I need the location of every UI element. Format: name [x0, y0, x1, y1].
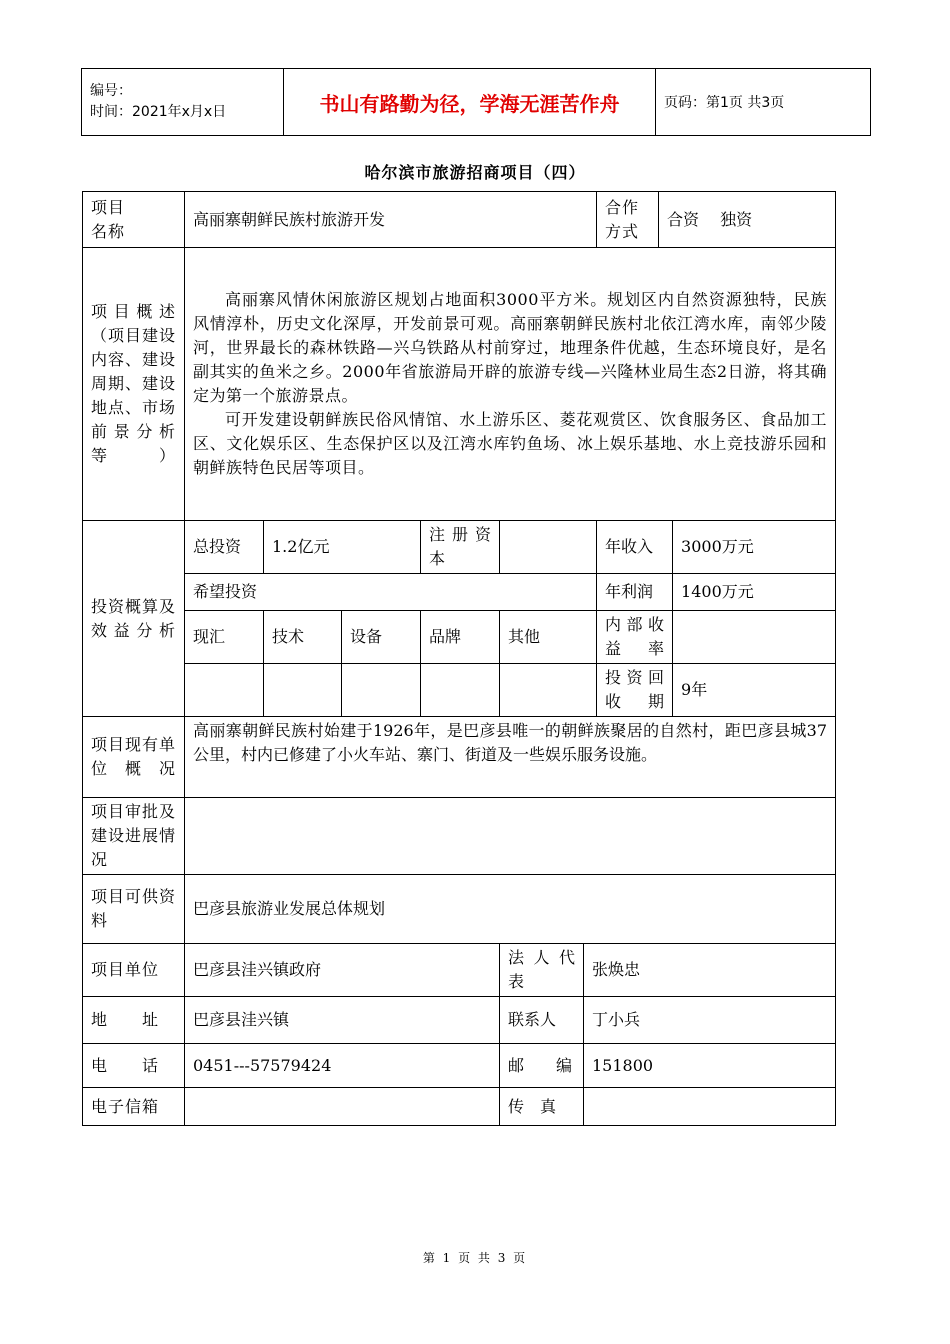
payback-value: 9年: [673, 664, 836, 717]
annual-profit-label: 年利润: [597, 574, 673, 611]
unit-row: [83, 944, 836, 997]
zip-label: 邮 编: [500, 1044, 584, 1088]
irr-value: [673, 611, 836, 664]
investment-row-3: [83, 611, 836, 664]
coop-value: 合资 独资: [659, 192, 836, 248]
blank-cell: [500, 664, 597, 717]
investment-type-other: 其他: [500, 611, 597, 664]
unit-value: 巴彦县洼兴镇政府: [185, 944, 500, 997]
investment-type-tech: 技术: [264, 611, 342, 664]
investment-label: 投资概算及效益分析: [83, 521, 185, 717]
blank-cell: [264, 664, 342, 717]
phone-label: 电 话: [83, 1044, 185, 1088]
contact-label: 联系人: [500, 997, 584, 1044]
blank-cell: [185, 664, 264, 717]
overview-paragraph-1: 高丽寨风情休闲旅游区规划占地面积3000平方米。规划区内自然资源独特，民族风情淳朴，历史文化深厚，开发前景可观。高丽寨朝鲜民族村北依江湾水库，南邻少陵河，世界最长的森林铁路—兴乌铁路从村前穿过，地理条件优越，生态环境良好，是名副其实的鱼米之乡。2000年省旅游局开辟的旅游专线—兴隆林业局生态2日游，将其确定为第一个旅游景点。: [193, 290, 828, 405]
legal-value: 张焕忠: [584, 944, 836, 997]
materials-text: 巴彦县旅游业发展总体规划: [185, 875, 836, 944]
fax-value: [584, 1088, 836, 1126]
investment-row-2: [83, 574, 836, 611]
investment-type-equipment: 设备: [342, 611, 421, 664]
project-name-row: [83, 192, 836, 248]
hope-investment-label: 希望投资: [185, 574, 597, 611]
contact-value: 丁小兵: [584, 997, 836, 1044]
legal-label: 法 人 代表: [500, 944, 584, 997]
materials-row: [83, 875, 836, 944]
materials-label: 项目可供资料: [83, 875, 185, 944]
investment-type-cash: 现汇: [185, 611, 264, 664]
address-value: 巴彦县洼兴镇: [185, 997, 500, 1044]
annual-profit-value: 1400万元: [673, 574, 836, 611]
investment-type-brand: 品牌: [421, 611, 500, 664]
coop-label: 合作 方式: [597, 192, 659, 248]
email-label: 电子信箱: [83, 1088, 185, 1126]
page-info: 页码：第1页 共3页: [656, 69, 871, 136]
reg-capital-value: [500, 521, 597, 574]
approval-text: [185, 798, 836, 875]
reg-capital-label: 注 册 资本: [421, 521, 500, 574]
overview-text: [185, 248, 836, 521]
fax-label: 传 真: [500, 1088, 584, 1126]
investment-row-4: [83, 664, 836, 717]
document-title: 哈尔滨市旅游招商项目（四）: [364, 163, 586, 182]
existing-unit-text: 高丽寨朝鲜民族村始建于1926年，是巴彦县唯一的朝鲜族聚居的自然村，距巴彦县城37公里，村内已修建了小火车站、寨门、街道及一些娱乐服务设施。: [185, 717, 836, 798]
header-table: [81, 68, 871, 136]
page-footer: 第 1 页 共 3 页: [422, 1251, 528, 1265]
zip-value: 151800: [584, 1044, 836, 1088]
header-left-cell: [82, 69, 284, 136]
blank-cell: [421, 664, 500, 717]
existing-unit-row: [83, 717, 836, 798]
annual-income-value: 3000万元: [673, 521, 836, 574]
payback-label: 投资回收期: [597, 664, 673, 717]
overview-paragraph-2: 可开发建设朝鲜族民俗风情馆、水上游乐区、菱花观赏区、饮食服务区、食品加工区、文化娱乐区、生态保护区以及江湾水库钓鱼场、冰上娱乐基地、水上竞技游乐园和朝鲜族特色民居等项目。: [193, 410, 828, 477]
address-label: 地 址: [83, 997, 185, 1044]
approval-label: 项目审批及建设进展情况: [83, 798, 185, 875]
irr-label: 内部收益率: [597, 611, 673, 664]
project-name-value: 高丽寨朝鲜民族村旅游开发: [185, 192, 597, 248]
phone-row: [83, 1044, 836, 1088]
project-table: [82, 191, 836, 1126]
unit-label: 项目单位: [83, 944, 185, 997]
motto: 书山有路勤为径，学海无涯苦作舟: [284, 69, 656, 136]
investment-row-1: [83, 521, 836, 574]
email-row: [83, 1088, 836, 1126]
address-row: [83, 997, 836, 1044]
annual-income-label: 年收入: [597, 521, 673, 574]
project-name-label: 项目 名称: [83, 192, 185, 248]
phone-value: 0451---57579424: [185, 1044, 500, 1088]
blank-cell: [342, 664, 421, 717]
approval-row: [83, 798, 836, 875]
existing-unit-label: 项目现有单位概况: [83, 717, 185, 798]
overview-row: [83, 248, 836, 521]
number-label: 编号：: [90, 83, 132, 99]
total-investment-label: 总投资: [185, 521, 264, 574]
email-value: [185, 1088, 500, 1126]
date-label: 时间：2021年x月x日: [90, 104, 227, 120]
total-investment-value: 1.2亿元: [264, 521, 421, 574]
overview-label: 项目概述（项目建设内容、建设周期、建设地点、市场前景分析等）: [83, 248, 185, 521]
